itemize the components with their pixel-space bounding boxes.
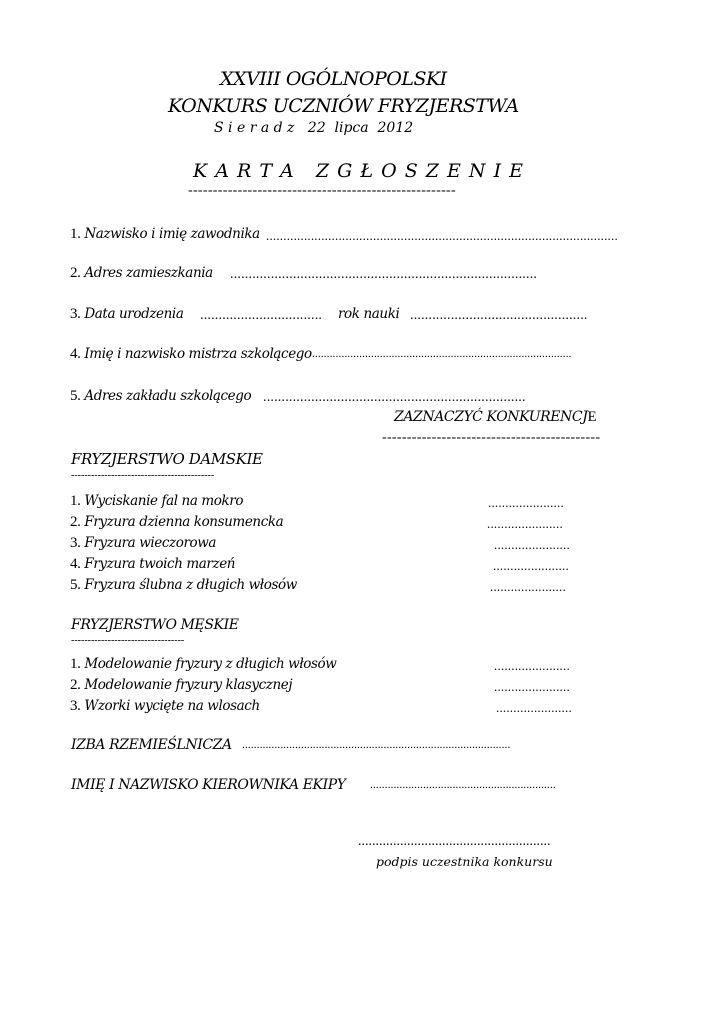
form-title: K A R T A Z G Ł O S Z E N I E	[193, 160, 525, 182]
mark-competition-last-letter: E	[587, 409, 597, 425]
field-name	[70, 226, 260, 243]
field-label: Data urodzenia	[84, 306, 184, 322]
mens-item-1-dots[interactable]: ......................	[494, 658, 570, 673]
item-label: Wyciskanie fal na mokro	[84, 493, 244, 509]
ladies-item-2	[70, 514, 283, 531]
chamber-dots[interactable]: ...........................................................................................	[242, 739, 511, 751]
field-label: Adres zakładu szkolącego	[84, 388, 252, 404]
ladies-item-4-dots[interactable]: ......................	[493, 558, 569, 573]
field-address	[70, 265, 213, 282]
item-label: Modelowanie fryzury klasycznej	[84, 677, 293, 693]
ladies-item-5-dots[interactable]: ......................	[490, 579, 566, 594]
field-address-dots[interactable]: ...................................................................................	[230, 267, 538, 282]
ladies-section-underline: -------------------------------------------	[71, 470, 215, 481]
field-training-address	[70, 388, 251, 405]
field-number: 4.	[70, 346, 81, 362]
ladies-item-5	[70, 577, 297, 594]
field-number: 1.	[70, 226, 81, 242]
mens-item-1	[70, 656, 336, 673]
item-number: 3.	[70, 535, 81, 551]
ladies-item-1-dots[interactable]: ......................	[488, 495, 564, 510]
signature-line[interactable]: .......................................................	[358, 834, 551, 849]
field-label: Adres zamieszkania	[84, 265, 213, 281]
place-and-date: S i e r a d z 22 lipca 2012	[214, 120, 414, 136]
field-training-address-dots[interactable]: .......................................................................	[263, 390, 526, 405]
field-name-dots[interactable]: ......................................................................................................	[266, 228, 618, 243]
field-master-dots[interactable]: ........................................................................................	[312, 348, 572, 360]
mens-section-underline: ----------------------------------	[71, 635, 185, 646]
field-label: Nazwisko i imię zawodnika	[84, 226, 260, 242]
field-number: 3.	[70, 306, 81, 322]
item-number: 3.	[70, 698, 81, 714]
item-label: Fryzura twoich marzeń	[84, 556, 236, 572]
item-label: Modelowanie fryzury z długich włosów	[84, 656, 337, 672]
signature-caption: podpis uczestnika konkursu	[376, 854, 553, 869]
field-label: Imię i nazwisko mistrza szkolącego	[84, 346, 312, 362]
field-number: 5.	[70, 388, 81, 404]
item-number: 5.	[70, 577, 81, 593]
mens-item-3-dots[interactable]: ......................	[496, 700, 572, 715]
contest-title-line1: XXVIII OGÓLNOPOLSKI	[220, 68, 447, 90]
field-birth-date	[70, 306, 183, 323]
ladies-item-2-dots[interactable]: ......................	[487, 516, 563, 531]
mark-competition-text: ZAZNACZYĆ KONKURENCJ	[394, 409, 588, 425]
item-number: 2.	[70, 514, 81, 530]
item-number: 1.	[70, 656, 81, 672]
ladies-item-3	[70, 535, 216, 552]
item-number: 2.	[70, 677, 81, 693]
team-leader-dots[interactable]: ...............................................................	[370, 779, 556, 791]
mens-section-title: FRYZJERSTWO MĘSKIE	[71, 617, 239, 633]
field-year-dots[interactable]: ................................................	[410, 308, 588, 323]
item-label: Fryzura wieczorowa	[84, 535, 217, 551]
item-label: Fryzura dzienna konsumencka	[84, 514, 284, 530]
item-number: 1.	[70, 493, 81, 509]
mens-item-2-dots[interactable]: ......................	[494, 679, 570, 694]
mark-competition-underline: --------------------------------------------	[382, 430, 601, 445]
mens-item-3	[70, 698, 260, 715]
item-number: 4.	[70, 556, 81, 572]
ladies-section-title: FRYZJERSTWO DAMSKIE	[71, 450, 263, 468]
item-label: Wzorki wycięte na wlosach	[84, 698, 260, 714]
mark-competition-label	[394, 409, 596, 426]
item-label: Fryzura ślubna z długich włosów	[84, 577, 297, 593]
ladies-item-4	[70, 556, 235, 573]
chamber-label: IZBA RZEMIEŚLNICZA	[71, 737, 232, 753]
ladies-item-1	[70, 493, 243, 510]
field-birth-date-dots[interactable]: .................................	[200, 308, 323, 323]
field-master	[70, 346, 312, 363]
team-leader-label: IMIĘ I NAZWISKO KIEROWNIKA EKIPY	[71, 777, 346, 793]
contest-title-line2: KONKURS UCZNIÓW FRYZJERSTWA	[168, 95, 519, 117]
form-title-underline: ------------------------------------------------------	[188, 183, 456, 198]
field-year-label: rok nauki	[338, 306, 400, 322]
mens-item-2	[70, 677, 292, 694]
ladies-item-3-dots[interactable]: ......................	[494, 537, 570, 552]
field-number: 2.	[70, 265, 81, 281]
